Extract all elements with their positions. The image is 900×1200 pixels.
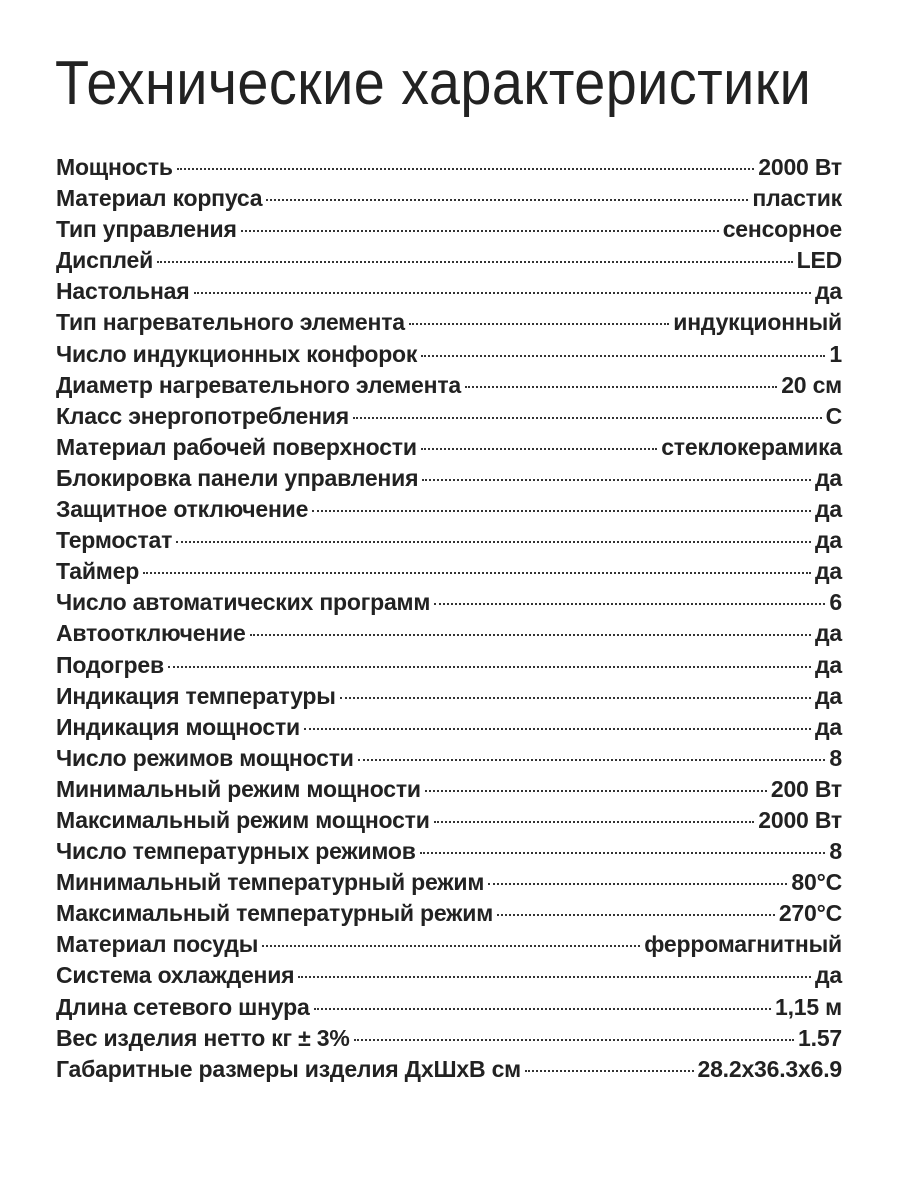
spec-name: Число режимов мощности	[56, 744, 354, 771]
spec-row	[56, 245, 842, 276]
dotted-leader	[314, 1008, 771, 1010]
spec-row	[56, 836, 842, 867]
spec-name: Тип управления	[56, 216, 237, 243]
spec-value: да	[815, 713, 842, 740]
spec-row	[56, 960, 842, 991]
dotted-leader	[312, 510, 811, 512]
spec-row	[56, 712, 842, 743]
spec-value: LED	[796, 247, 842, 274]
page-title: Технические характеристики	[55, 49, 812, 118]
spec-row	[56, 214, 842, 245]
spec-value: 80°С	[791, 869, 842, 896]
spec-value: 2000 Вт	[758, 806, 842, 833]
dotted-leader	[262, 945, 640, 947]
spec-row	[56, 525, 842, 556]
spec-value: 20 см	[781, 371, 842, 398]
spec-name: Тип нагревательного элемента	[56, 309, 405, 336]
dotted-leader	[250, 634, 811, 636]
spec-name: Число температурных режимов	[56, 838, 416, 865]
spec-name: Индикация температуры	[56, 682, 336, 709]
spec-name: Минимальный режим мощности	[56, 775, 421, 802]
spec-value: стеклокерамика	[661, 433, 842, 460]
spec-name: Индикация мощности	[56, 713, 300, 740]
spec-value: индукционный	[673, 309, 842, 336]
spec-value: да	[815, 682, 842, 709]
spec-value: пластик	[752, 185, 842, 212]
dotted-leader	[266, 199, 748, 201]
spec-list	[56, 152, 842, 1085]
spec-name: Материал посуды	[56, 931, 259, 958]
spec-row	[56, 370, 842, 401]
dotted-leader	[434, 603, 825, 605]
spec-row	[56, 307, 842, 338]
dotted-leader	[177, 168, 754, 170]
dotted-leader	[143, 572, 811, 574]
spec-value: да	[815, 464, 842, 491]
spec-name: Максимальный режим мощности	[56, 806, 430, 833]
dotted-leader	[298, 976, 811, 978]
dotted-leader	[157, 261, 793, 263]
spec-row	[56, 618, 842, 649]
dotted-leader	[488, 883, 787, 885]
spec-row	[56, 992, 842, 1023]
spec-row	[56, 774, 842, 805]
spec-row	[56, 650, 842, 681]
spec-value: да	[815, 620, 842, 647]
spec-row	[56, 339, 842, 370]
spec-row	[56, 276, 842, 307]
spec-value: С	[825, 402, 842, 429]
dotted-leader	[420, 852, 826, 854]
spec-value: 1	[829, 340, 842, 367]
spec-name: Длина сетевого шнура	[56, 993, 310, 1020]
spec-row	[56, 929, 842, 960]
dotted-leader	[168, 666, 811, 668]
spec-name: Диаметр нагревательного элемента	[56, 371, 461, 398]
spec-value: да	[815, 496, 842, 523]
spec-row	[56, 867, 842, 898]
dotted-leader	[434, 821, 755, 823]
spec-row	[56, 556, 842, 587]
spec-name: Система охлаждения	[56, 962, 295, 989]
spec-name: Материал корпуса	[56, 185, 263, 212]
dotted-leader	[422, 479, 811, 481]
spec-name: Минимальный температурный режим	[56, 869, 485, 896]
dotted-leader	[354, 1039, 794, 1041]
dotted-leader	[465, 386, 777, 388]
spec-name: Мощность	[56, 154, 173, 180]
spec-row	[56, 805, 842, 836]
dotted-leader	[304, 728, 811, 730]
spec-name: Подогрев	[56, 651, 164, 678]
spec-row	[56, 494, 842, 525]
spec-name: Число индукционных конфорок	[56, 340, 418, 367]
spec-value: 200 Вт	[770, 775, 842, 802]
spec-name: Блокировка панели управления	[56, 464, 419, 491]
spec-row	[56, 183, 842, 214]
spec-value: 1,15 м	[775, 993, 842, 1020]
spec-name: Термостат	[56, 527, 173, 554]
spec-value: 2000 Вт	[758, 154, 842, 180]
dotted-leader	[421, 448, 657, 450]
spec-row	[56, 1023, 842, 1054]
spec-row	[56, 681, 842, 712]
spec-value: ферромагнитный	[644, 931, 842, 958]
spec-name: Максимальный температурный режим	[56, 900, 494, 927]
spec-value: 8	[829, 838, 842, 865]
dotted-leader	[525, 1070, 694, 1072]
spec-row	[56, 152, 842, 183]
spec-value: сенсорное	[722, 216, 842, 243]
dotted-leader	[358, 759, 826, 761]
spec-value: 6	[829, 589, 842, 616]
dotted-leader	[421, 355, 825, 357]
spec-name: Автоотключение	[56, 620, 246, 647]
spec-value: 1.57	[798, 1024, 842, 1051]
spec-value: 270°С	[778, 900, 842, 927]
spec-value: 28.2х36.3х6.9	[697, 1055, 842, 1082]
dotted-leader	[241, 230, 719, 232]
spec-row	[56, 432, 842, 463]
spec-value: да	[815, 558, 842, 585]
spec-value: да	[815, 527, 842, 554]
spec-name: Габаритные размеры изделия ДхШхВ см	[56, 1055, 521, 1082]
spec-name: Материал рабочей поверхности	[56, 433, 417, 460]
spec-name: Дисплей	[56, 247, 154, 274]
dotted-leader	[194, 292, 812, 294]
dotted-leader	[497, 914, 775, 916]
spec-row	[56, 1054, 842, 1085]
spec-name: Таймер	[56, 558, 140, 585]
spec-name: Настольная	[56, 278, 190, 305]
spec-value: 8	[829, 744, 842, 771]
spec-value: да	[815, 962, 842, 989]
spec-value: да	[815, 651, 842, 678]
spec-name: Класс энергопотребления	[56, 402, 349, 429]
dotted-leader	[425, 790, 767, 792]
dotted-leader	[340, 697, 811, 699]
spec-name: Вес изделия нетто кг ± 3%	[56, 1024, 350, 1051]
dotted-leader	[176, 541, 811, 543]
dotted-leader	[353, 417, 822, 419]
spec-value: да	[815, 278, 842, 305]
spec-row	[56, 401, 842, 432]
spec-row	[56, 463, 842, 494]
dotted-leader	[409, 323, 669, 325]
spec-row	[56, 587, 842, 618]
spec-name: Число автоматических программ	[56, 589, 431, 616]
spec-name: Защитное отключение	[56, 496, 309, 523]
spec-row	[56, 743, 842, 774]
spec-row	[56, 898, 842, 929]
